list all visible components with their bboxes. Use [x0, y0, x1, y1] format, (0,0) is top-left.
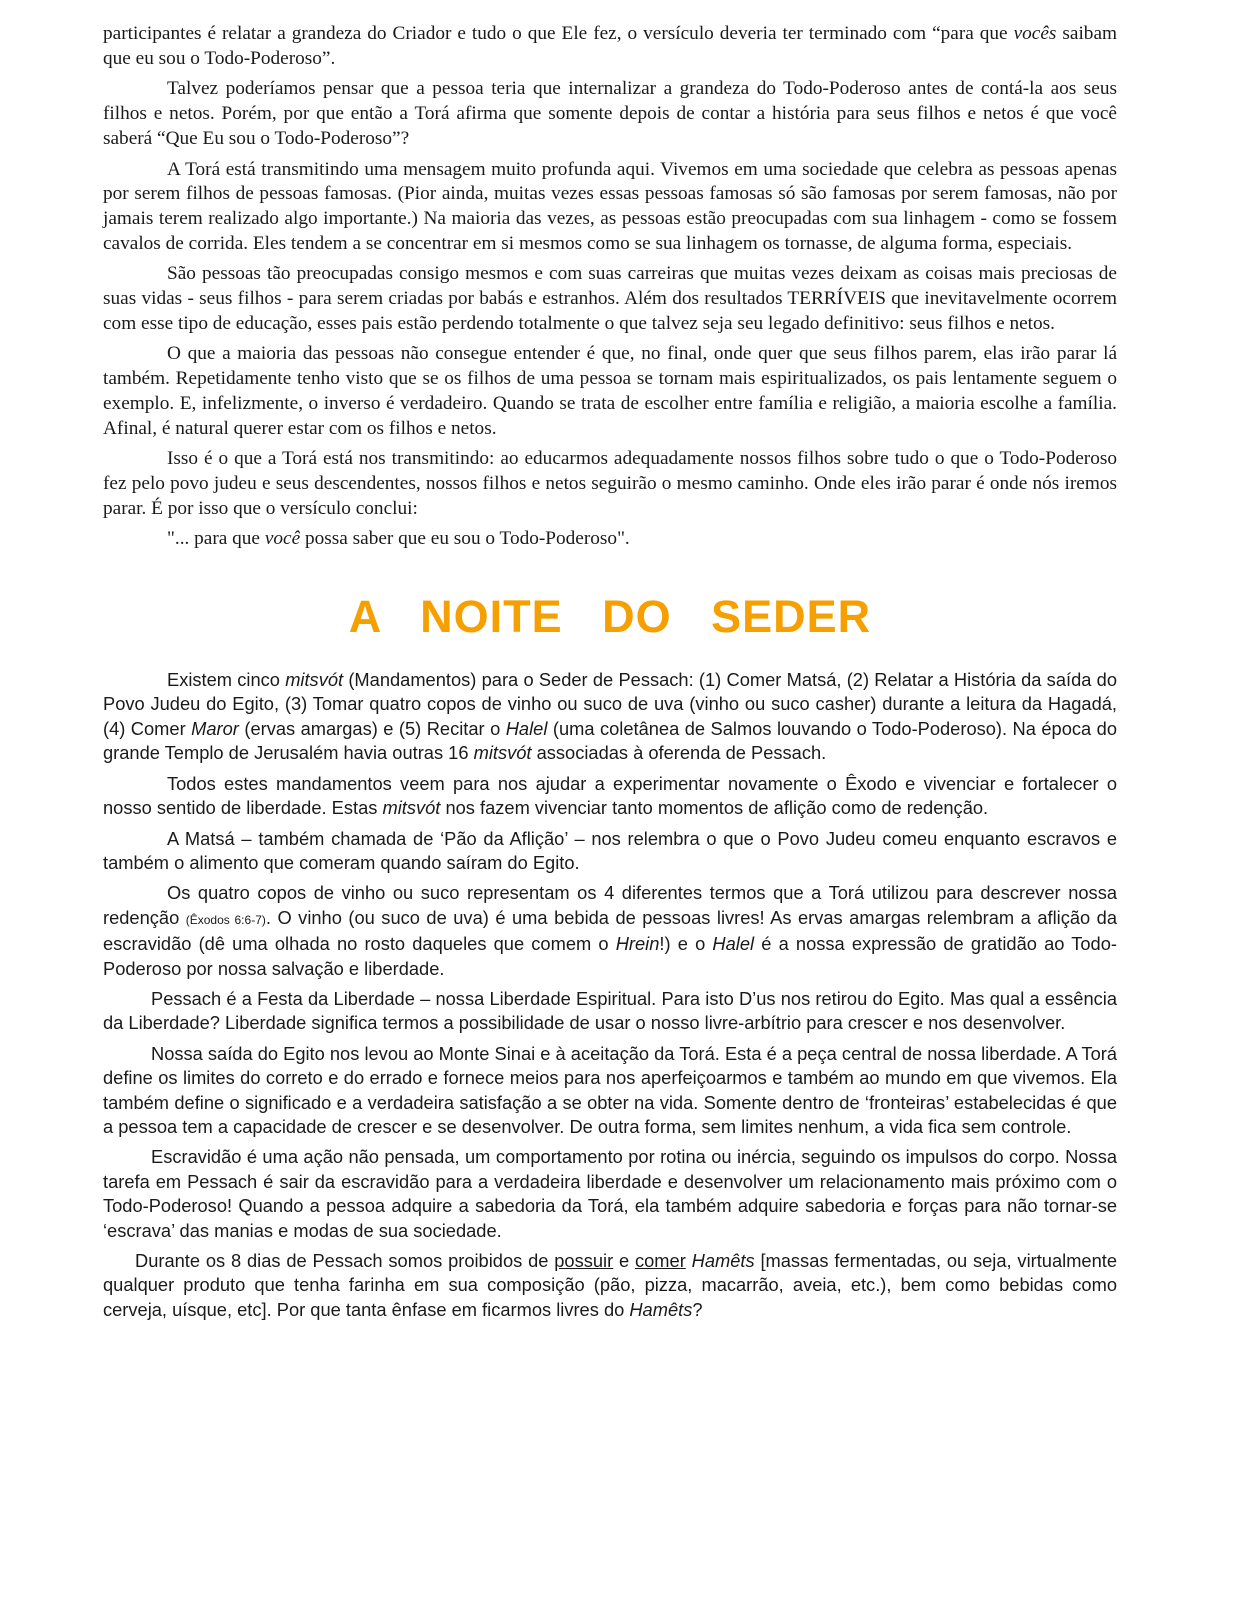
paragraph: Escravidão é uma ação não pensada, um comportamento por rotina ou inércia, seguindo os impulsos do corpo. Nossa tarefa em Pessach é sair da escravidão para a verdadeira liberdade e desenvolver um relacionamento mais próximo com o Todo-Poderoso! Quando a pessoa adquire a sabedoria da Torá, ela também adquire sabedoria e forças para não tornar-se ‘escrava’ das manias e modas de sua sociedade.: [103, 1146, 1117, 1241]
bible-reference: (Êxodos 6:6-7): [185, 912, 266, 927]
paragraph: Nossa saída do Egito nos levou ao Monte Sinai e à aceitação da Torá. Esta é a peça central de nossa liberdade. A Torá define os limites do correto e do errado e fornece meios para nos aperfeiçoarmos e também ao mundo em que vivemos. Ela também define o significado e a verdadeira satisfação a se obter na vida. Somente dentro de ‘fronteiras’ estabelecidas é que a pessoa tem a capacidade de crescer e se desenvolver. De outra forma, sem limites nenhum, a vida fica sem controle.: [103, 1042, 1117, 1137]
commentary-section: [103, 22, 1117, 552]
paragraph: Talvez poderíamos pensar que a pessoa teria que internalizar a grandeza do Todo-Poderoso antes de contá-la aos seus filhos e netos. Porém, por que então a Torá afirma que somente depois de contar a história para seus filhos e netos é que você saberá “Que Eu sou o Todo-Poderoso”?: [103, 78, 1117, 149]
paragraph: Isso é o que a Torá está nos transmitindo: ao educarmos adequadamente nossos filhos sobre tudo o que o Todo-Poderoso fez pelo povo judeu e seus descendentes, nossos filhos e netos seguirão o mesmo caminho. Onde eles irão parar é onde nós iremos parar. É por isso que o versículo conclui:: [103, 448, 1117, 519]
document-page: [103, 22, 1117, 1328]
paragraph: Existem cinco mitsvót (Mandamentos) para o Seder de Pessach: (1) Comer Matsá, (2) Relatar a História da saída do Povo Judeu do Egito, (3) Tomar quatro copos de vinho ou suco de uva (vinho ou suco casher) durante a leitura da Hagadá, (4) Comer Maror (ervas amargas) e (5) Recitar o Halel (uma coletânea de Salmos louvando o Todo-Poderoso). Na época do grande Templo de Jerusalém havia outras 16 mitsvót associadas à oferenda de Pessach.: [103, 669, 1117, 764]
paragraph: Todos estes mandamentos veem para nos ajudar a experimentar novamente o Êxodo e vivenciar e fortalecer o nosso sentido de liberdade. Estas mitsvót nos fazem vivenciar tanto momentos de aflição como de redenção.: [103, 772, 1117, 819]
emphasis-text: você: [264, 528, 301, 550]
paragraph: Durante os 8 dias de Pessach somos proibidos de possuir e comer Hamêts [massas fermentadas, ou seja, virtualmente qualquer produto que tenha farinha em sua composição (pão, pizza, macarrão, aveia, etc.), bem como bebidas como cerveja, uísque, etc]. Por que tanta ênfase em ficarmos livres do Hamêts?: [103, 1250, 1118, 1320]
paragraph: Pessach é a Festa da Liberdade – nossa Liberdade Espiritual. Para isto D’us nos retirou do Egito. Mas qual a essência da Liberdade? Liberdade significa termos a possibilidade de usar o nosso livre-arbítrio para crescer e nos desenvolver.: [103, 987, 1117, 1034]
verse-quote: "... para que você possa saber que eu sou o Todo-Poderoso".: [167, 528, 630, 550]
seder-section: [103, 668, 1117, 1322]
paragraph: A Matsá – também chamada de ‘Pão da Aflição’ – nos relembra o que o Povo Judeu comeu enquanto escravos e também o alimento que comeram quando saíram do Egito.: [103, 827, 1117, 873]
paragraph: Os quatro copos de vinho ou suco representam os 4 diferentes termos que a Torá utilizou para descrever nossa redenção (Êxodos 6:6-7). O vinho (ou suco de uva) é uma bebida de pessoas livres! As ervas amargas relembram a aflição da escravidão (dê uma olhada no rosto daqueles que comem o Hrein!) e o Halel é a nossa expressão de gratidão ao Todo-Poderoso por nossa salvação e liberdade.: [103, 882, 1118, 979]
section-heading: A NOITE DO SEDER: [348, 591, 872, 643]
emphasis-text: vocês: [1013, 23, 1057, 44]
paragraph: São pessoas tão preocupadas consigo mesmos e com suas carreiras que muitas vezes deixam as coisas mais preciosas de suas vidas - seus filhos - para serem criadas por babás e estranhos. Além dos resultados TERRÍVEIS que inevitavelmente ocorrem com esse tipo de educação, esses pais estão perdendo totalmente o que talvez seja seu legado definitivo: seus filhos e netos.: [103, 263, 1117, 334]
paragraph: A Torá está transmitindo uma mensagem muito profunda aqui. Vivemos em uma sociedade que celebra as pessoas apenas por serem filhos de pessoas famosas. (Pior ainda, muitas vezes essas pessoas famosas só são famosas por serem famosas, não por jamais terem realizado algo importante.) Na maioria das vezes, as pessoas estão preocupadas com sua linhagem - como se fossem cavalos de corrida. Eles tendem a se concentrar em si mesmos como se sua linhagem os tornasse, de alguma forma, especiais.: [103, 158, 1117, 254]
paragraph-continuation: participantes é relatar a grandeza do Criador e tudo o que Ele fez, o versículo deveria ter terminado com “para que vocês saibam que eu sou o Todo-Poderoso”.: [103, 23, 1118, 69]
paragraph: O que a maioria das pessoas não consegue entender é que, no final, onde quer que seus filhos parem, elas irão parar lá também. Repetidamente tenho visto que se os filhos de uma pessoa se tornam mais espiritualizados, os pais lentamente seguem o exemplo. E, infelizmente, o inverso é verdadeiro. Quando se trata de escolher entre família e religião, a maioria escolhe a família. Afinal, é natural querer estar com os filhos e netos.: [103, 343, 1117, 439]
